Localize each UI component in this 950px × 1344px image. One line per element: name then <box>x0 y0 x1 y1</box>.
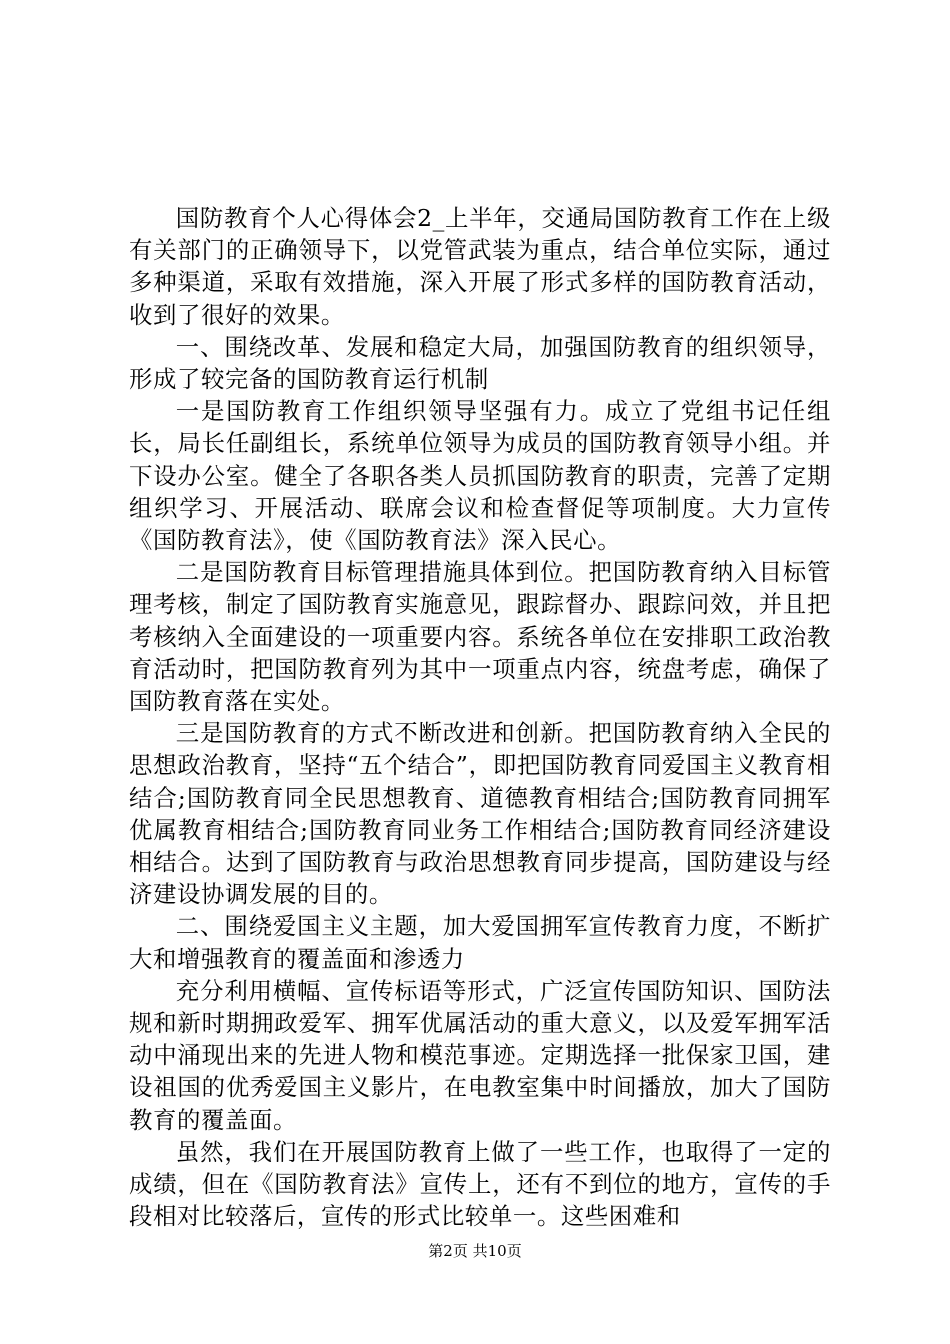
paragraph-point-3: 三是国防教育的方式不断改进和创新。把国防教育纳入全民的思想政治教育，坚持“五个结合”，即把国防教育同爱国主义教育相结合;国防教育同全民思想教育、道德教育相结合;国防教育同拥军优属教育相结合;国防教育同业务工作相结合;国防教育同经济建设相结合。达到了国防教育与政治思想教育同步提高，国防建设与经济建设协调发展的目的。 <box>129 719 831 909</box>
paragraph-point-2: 二是国防教育目标管理措施具体到位。把国防教育纳入目标管理考核，制定了国防教育实施意见，跟踪督办、跟踪问效，并且把考核纳入全面建设的一项重要内容。系统各单位在安排职工政治教育活动时，把国防教育列为其中一项重点内容，统盘考虑，确保了国防教育落在实处。 <box>129 558 831 716</box>
paragraph-heading-1: 一、围绕改革、发展和稳定大局，加强国防教育的组织领导，形成了较完备的国防教育运行机制 <box>129 332 831 394</box>
body-text <box>129 202 831 1233</box>
paragraph-intro: 国防教育个人心得体会2_上半年，交通局国防教育工作在上级有关部门的正确领导下，以党管武装为重点，结合单位实际，通过多种渠道，采取有效措施，深入开展了形式多样的国防教育活动，收到了很好的效果。 <box>129 204 831 329</box>
paragraph-point-1: 一是国防教育工作组织领导坚强有力。成立了党组书记任组长，局长任副组长，系统单位领导为成员的国防教育领导小组。并下设办公室。健全了各职各类人员抓国防教育的职责，完善了定期组织学习、开展活动、联席会议和检查督促等项制度。大力宣传《国防教育法》，使《国防教育法》深入民心。 <box>129 397 831 555</box>
paragraph-shortcomings: 虽然，我们在开展国防教育上做了一些工作，也取得了一定的成绩，但在《国防教育法》宣传上，还有不到位的地方，宣传的手段相对比较落后，宣传的形式比较单一。这些困难和 <box>129 1137 831 1231</box>
paragraph-heading-2: 二、围绕爱国主义主题，加大爱国拥军宣传教育力度，不断扩大和增强教育的覆盖面和渗透力 <box>129 912 831 973</box>
paragraph-publicity: 充分利用横幅、宣传标语等形式，广泛宣传国防知识、国防法规和新时期拥政爱军、拥军优属活动的重大意义，以及爱军拥军活动中涌现出来的先进人物和模范事迹。定期选择一批保家卫国，建设祖国的优秀爱国主义影片，在电教室集中时间播放，加大了国防教育的覆盖面。 <box>129 976 831 1134</box>
page-footer: 第2页 共10页 <box>428 1242 522 1260</box>
